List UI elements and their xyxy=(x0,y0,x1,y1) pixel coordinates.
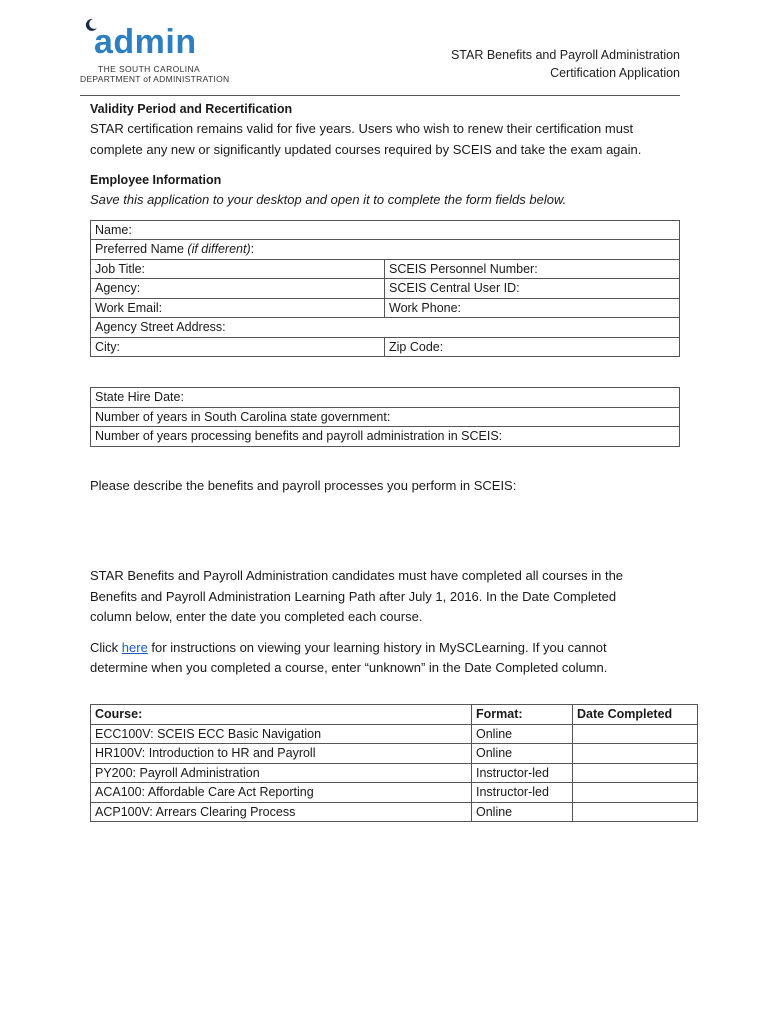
preferred-name-field[interactable]: Preferred Name (if different): xyxy=(91,240,680,260)
street-address-field[interactable]: Agency Street Address: xyxy=(91,318,680,338)
logo-subtitle-1: THE SOUTH CAROLINA xyxy=(98,64,201,74)
zip-code-field[interactable]: Zip Code: xyxy=(385,337,680,357)
table-row xyxy=(91,724,698,744)
course-format: Instructor-led xyxy=(472,763,573,783)
sc-admin-logo xyxy=(80,18,230,88)
course-format: Online xyxy=(472,802,573,822)
work-phone-field[interactable]: Work Phone: xyxy=(385,298,680,318)
validity-text-1: STAR certification remains valid for five years. Users who wish to renew their certification must xyxy=(90,121,634,136)
table-row xyxy=(91,802,698,822)
requirements-text-2: Benefits and Payroll Administration Learning Path after July 1, 2016. In the Date Completed xyxy=(90,588,617,604)
date-completed-input[interactable] xyxy=(573,724,698,744)
employee-heading: Employee Information xyxy=(90,173,222,187)
date-completed-input[interactable] xyxy=(573,802,698,822)
central-user-id-field[interactable]: SCEIS Central User ID: xyxy=(385,279,680,299)
describe-processes-prompt: Please describe the benefits and payroll processes you perform in SCEIS: xyxy=(90,477,517,493)
table-row xyxy=(91,744,698,764)
course-column-header: Course: xyxy=(91,705,472,725)
courses-table xyxy=(90,704,698,822)
document-title-line-1: STAR Benefits and Payroll Administration xyxy=(450,48,680,62)
date-completed-input[interactable] xyxy=(573,783,698,803)
hire-date-field[interactable]: State Hire Date: xyxy=(91,388,680,408)
course-format: Instructor-led xyxy=(472,783,573,803)
personnel-number-field[interactable]: SCEIS Personnel Number: xyxy=(385,259,680,279)
validity-heading: Validity Period and Recertification xyxy=(90,102,293,116)
years-processing-field[interactable]: Number of years processing benefits and payroll administration in SCEIS: xyxy=(91,427,680,447)
course-name: ACA100: Affordable Care Act Reporting xyxy=(91,783,472,803)
employee-info-form xyxy=(90,220,680,358)
course-name: ECC100V: SCEIS ECC Basic Navigation xyxy=(91,724,472,744)
document-title-line-2: Certification Application xyxy=(550,66,680,80)
document-body xyxy=(90,99,680,679)
employment-history-form xyxy=(90,387,680,447)
logo-subtitle-2: DEPARTMENT of ADMINISTRATION xyxy=(80,74,230,84)
table-row xyxy=(91,783,698,803)
logo-wordmark: admin xyxy=(94,23,197,61)
course-name: PY200: Payroll Administration xyxy=(91,763,472,783)
date-completed-input[interactable] xyxy=(573,744,698,764)
courses-header-row xyxy=(91,705,698,725)
employee-instruction: Save this application to your desktop and open it to complete the form fields below. xyxy=(90,192,567,207)
city-field[interactable]: City: xyxy=(91,337,385,357)
validity-text-2: complete any new or significantly updated courses required by SCEIS and take the exam again. xyxy=(90,141,642,157)
years-state-field[interactable]: Number of years in South Carolina state government: xyxy=(91,407,680,427)
agency-field[interactable]: Agency: xyxy=(91,279,385,299)
date-completed-column-header: Date Completed xyxy=(573,705,698,725)
header-divider xyxy=(80,95,680,96)
course-format: Online xyxy=(472,724,573,744)
requirements-text-1: STAR Benefits and Payroll Administration candidates must have completed all courses in the xyxy=(90,568,624,583)
course-name: HR100V: Introduction to HR and Payroll xyxy=(91,744,472,764)
instructions-here-link[interactable]: here xyxy=(121,639,148,655)
table-row xyxy=(91,763,698,783)
document-title xyxy=(451,46,680,82)
instructions-text-2: determine when you completed a course, enter “unknown” in the Date Completed column. xyxy=(90,660,608,675)
job-title-field[interactable]: Job Title: xyxy=(91,259,385,279)
date-completed-input[interactable] xyxy=(573,763,698,783)
instructions-text-1: Click here for instructions on viewing your learning history in MySCLearning. If you cannot xyxy=(90,639,607,655)
course-format: Online xyxy=(472,744,573,764)
work-email-field[interactable]: Work Email: xyxy=(91,298,385,318)
requirements-text-3: column below, enter the date you completed each course. xyxy=(90,609,423,624)
name-field[interactable]: Name: xyxy=(91,220,680,240)
format-column-header: Format: xyxy=(472,705,573,725)
course-name: ACP100V: Arrears Clearing Process xyxy=(91,802,472,822)
